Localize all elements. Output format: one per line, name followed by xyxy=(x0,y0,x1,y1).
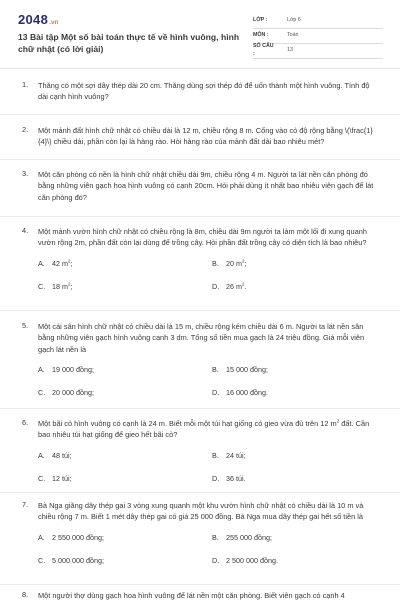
question-number: 1. xyxy=(22,80,29,89)
option-b[interactable]: B. 24 túi; xyxy=(212,450,246,460)
question-number: 3. xyxy=(22,169,29,178)
document-meta xyxy=(253,14,383,59)
option-c[interactable]: C. 12 túi; xyxy=(38,473,72,483)
option-d[interactable]: D. 16 000 đồng. xyxy=(212,388,268,398)
question-1 xyxy=(22,80,378,103)
question-separator xyxy=(0,216,400,217)
question-2 xyxy=(22,125,378,148)
meta-value: Lớp 6 xyxy=(287,17,301,24)
question-number: 8. xyxy=(22,590,29,599)
option-d[interactable]: D. 36 túi. xyxy=(212,473,246,483)
question-separator xyxy=(0,584,400,585)
option-b[interactable]: B. 15 000 đồng; xyxy=(212,365,268,375)
question-number: 7. xyxy=(22,500,29,509)
option-a[interactable]: A. 42 $m^2$; xyxy=(38,258,73,268)
option-a[interactable]: A. 48 túi; xyxy=(38,450,72,460)
option-a[interactable]: A. 19 000 đồng; xyxy=(38,365,94,375)
question-text: Một căn phòng có nền là hình chữ nhật chiều dài 9m, chiều rộng 4 m. Người ta lát nền căn phòng đó bằng những viên gạch hoa hình vuông có cạnh 20cm. Hỏi phải dùng ít nhất bao nhiêu viên gạch để lát căn phòng đó? xyxy=(38,170,374,202)
question-3 xyxy=(22,169,378,203)
document-header xyxy=(18,8,382,68)
options-list xyxy=(38,259,378,295)
meta-key: LỚP : xyxy=(253,17,268,24)
options-list xyxy=(38,365,378,401)
site-logo[interactable]: 2048.vn xyxy=(18,12,59,27)
page-title: 13 Bài tập Một số bài toán thực tế về hình vuông, hình chữ nhật (có lời giải) xyxy=(18,32,240,54)
option-c[interactable]: C. 5 000 000 đồng; xyxy=(38,555,104,565)
question-text: Một người thợ dùng gạch hoa hình vuông để lát nền một căn phòng. Biết viên gạch có cạnh 4 xyxy=(38,591,345,600)
question-text: Bà Nga giăng dây thép gai 3 vòng xung quanh một khu vườn hình chữ nhật có chiều dài là 10 m và chiều rộng 7 m. Biết 1 mét dây thép gai có giá 25 000 đồng. Bà Nga mua dây thép gai hết số tiền là xyxy=(38,501,364,522)
meta-row-class xyxy=(253,14,383,29)
options-list xyxy=(38,451,378,487)
meta-key: MÔN : xyxy=(253,32,269,39)
option-c[interactable]: C. 20 000 đồng; xyxy=(38,388,94,398)
option-a[interactable]: A. 2 550 000 đồng; xyxy=(38,532,104,542)
meta-key: SỐ CÂU : xyxy=(253,43,274,57)
question-5 xyxy=(22,321,378,401)
question-text: Thăng có một sợi dây thép dài 20 cm. Thăng dùng sợi thép đó để uốn thành một hình vuông. Tính độ dài cạnh hình vuông? xyxy=(38,81,370,102)
option-b[interactable]: B. 255 000 đồng; xyxy=(212,532,272,542)
option-b[interactable]: B. 20 $m^2$; xyxy=(212,258,247,268)
options-list xyxy=(38,533,378,569)
question-4 xyxy=(22,226,378,295)
meta-row-subject xyxy=(253,29,383,44)
question-separator xyxy=(0,159,400,160)
option-c[interactable]: C. 18 $m^2$; xyxy=(38,281,73,291)
question-separator xyxy=(0,114,400,115)
question-8 xyxy=(22,590,378,600)
option-d[interactable]: D. 2 500 000 đồng. xyxy=(212,555,278,565)
question-separator xyxy=(0,408,400,409)
option-d[interactable]: D. 26 $m^2$. xyxy=(212,281,247,291)
question-number: 4. xyxy=(22,226,29,235)
header-divider xyxy=(0,68,400,69)
meta-value: Toán xyxy=(287,32,299,39)
question-separator xyxy=(0,310,400,311)
question-text: Một bãi cỏ hình vuông có cạnh là 24 m. Biết mỗi một túi hạt giống có gieo vừa đủ trên 12 $m^2$ đất. Cần bao nhiêu túi hạt giống để gieo hết bãi cỏ? xyxy=(38,418,370,440)
question-number: 5. xyxy=(22,321,29,330)
meta-value: 13 xyxy=(287,47,293,54)
meta-row-count xyxy=(253,44,383,59)
question-text: Một mảnh vườn hình chữ nhật có chiều rộng là 8m, chiều dài 9m người ta làm một lối đi xung quanh vườn rộng 2m, phần đất còn lại dùng để trồng cây. Hỏi phần đất trồng cây có diện tích là bao nhiêu? xyxy=(38,227,367,248)
question-number: 6. xyxy=(22,418,29,427)
question-number: 2. xyxy=(22,125,29,134)
question-text: Một cái sân hình chữ nhật có chiều dài là 15 m, chiều rộng kém chiều dài 6 m. Người ta lát nền sân bằng những viên gạch hình vuông cạnh 3 dm. Tổng số tiền mua gạch là 24 triệu đồng. Giá mỗi viên gạch lát nền là xyxy=(38,322,365,354)
question-separator xyxy=(0,492,400,493)
question-7 xyxy=(22,500,378,569)
question-text: Một mảnh đất hình chữ nhật có chiều dài là 12 m, chiều rộng 8 m. Cổng vào có độ rộng bằng \(\frac{1}{4}\) chiều dài, phần còn lại là hàng rào. Hỏi hàng rào của mảnh đất dài bao nhiêu mét? xyxy=(38,126,373,147)
question-6 xyxy=(22,418,378,487)
